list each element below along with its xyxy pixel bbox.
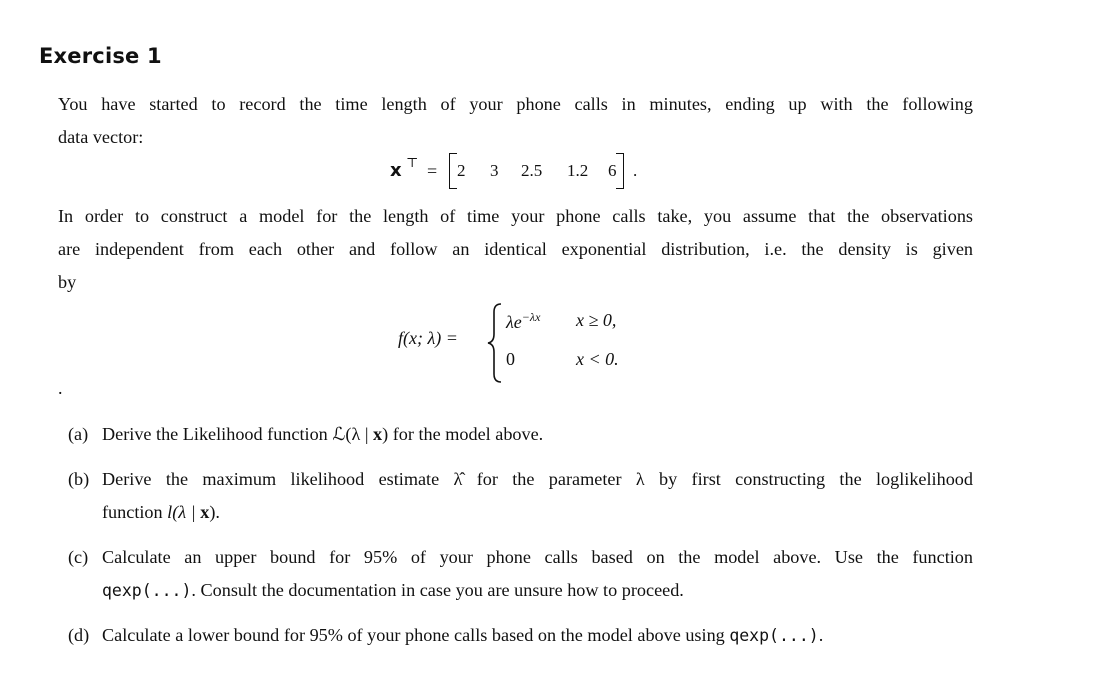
case1-condition: x ≥ 0,: [576, 310, 617, 330]
question-a-text: Derive the Likelihood function: [102, 424, 333, 444]
bold-x: x: [200, 502, 210, 522]
model-line-2: are independent from each other and follow an identical exponential distribution, i.e. the density is given: [58, 239, 973, 259]
vector-value: 2: [457, 161, 466, 180]
density-lhs: f(x; λ) =: [398, 328, 458, 348]
intro-line-2: data vector:: [58, 127, 144, 147]
question-label: (a): [68, 424, 89, 444]
transpose-symbol: ⊤: [406, 155, 419, 170]
question-label: (b): [68, 469, 90, 489]
loglik-symbol: l(λ |: [167, 502, 201, 522]
vector-value: 1.2: [567, 161, 589, 180]
vector-value: 6: [608, 161, 617, 180]
question-b-end: ).: [209, 502, 220, 522]
question-a: [68, 418, 973, 451]
model-paragraph: [58, 200, 973, 299]
question-b-line-1: Derive the maximum likelihood estimate λ̂ for the parameter λ by first constructing the loglikelihood: [102, 469, 973, 489]
case2-expr: 0: [506, 349, 515, 369]
question-a-text-end: ) for the model above.: [382, 424, 544, 444]
question-c-line-1: Calculate an upper bound for 95% of your phone calls based on the model above. Use the function: [102, 547, 973, 567]
question-c-line-2: . Consult the documentation in case you are unsure how to proceed.: [191, 580, 684, 600]
likelihood-symbol: ℒ(λ |: [332, 424, 374, 444]
equals-sign: =: [427, 161, 438, 181]
intro-line-1: You have started to record the time length of your phone calls in minutes, ending up with the following: [58, 94, 973, 114]
vector-value: 3: [490, 161, 499, 180]
left-bracket: [449, 153, 457, 189]
bold-x: x: [373, 424, 383, 444]
model-line-1: In order to construct a model for the length of time your phone calls take, you assume that the observations: [58, 206, 973, 226]
data-vector-equation: [390, 153, 650, 193]
question-list: [68, 418, 973, 664]
case1-expr: $\lambda e^{-\lambda x}$: [506, 310, 541, 332]
vector-trailing-dot: .: [633, 161, 638, 180]
question-d-text: Calculate a lower bound for 95% of your phone calls based on the model above using: [102, 625, 730, 645]
code-qexp: qexp(...): [729, 626, 819, 645]
exercise-heading: Exercise 1: [39, 44, 162, 68]
question-label: (d): [68, 625, 90, 645]
stray-dot: .: [58, 378, 63, 398]
density-equation: [398, 300, 658, 390]
left-brace: [486, 302, 504, 384]
intro-paragraph: [58, 88, 973, 154]
question-label: (c): [68, 547, 89, 567]
question-b: [68, 463, 973, 529]
question-c: [68, 541, 973, 607]
case2-condition: x < 0.: [576, 349, 619, 369]
question-d-end: .: [818, 625, 824, 645]
vector-value: 2.5: [521, 161, 543, 180]
question-b-line-2: function: [102, 502, 168, 522]
right-bracket: [616, 153, 624, 189]
vector-symbol: x: [390, 160, 402, 181]
question-d: [68, 619, 973, 652]
code-qexp: qexp(...): [102, 581, 192, 600]
model-line-3: by: [58, 272, 77, 292]
